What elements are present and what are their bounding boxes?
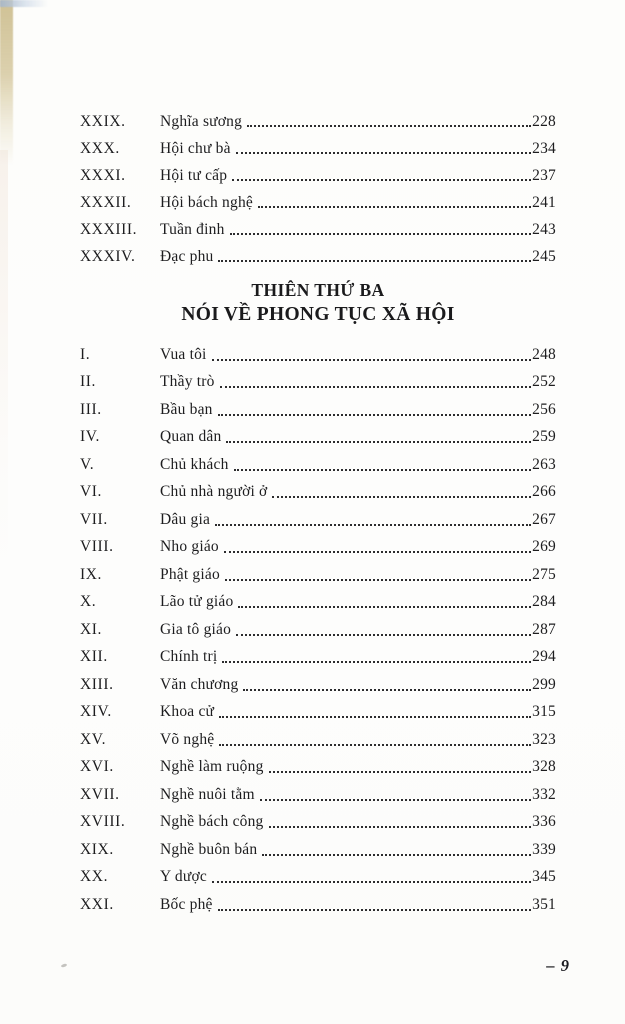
toc-entry-numeral: XVII. xyxy=(80,785,120,803)
toc-section-three-entries xyxy=(80,341,556,919)
toc-dot-leader xyxy=(234,135,532,162)
toc-entry xyxy=(80,836,556,864)
toc-entry-title: Bốc phệ xyxy=(160,895,213,913)
toc-dot-leader xyxy=(210,864,532,892)
toc-entry-numeral: XI. xyxy=(80,620,103,638)
toc-entry xyxy=(80,781,556,809)
toc-entry-title: Nghề nuôi tằm xyxy=(160,785,255,803)
toc-entry-title: Tuần đinh xyxy=(160,220,225,238)
toc-entry xyxy=(80,589,556,617)
toc-entry xyxy=(80,891,556,919)
toc-entry xyxy=(80,189,556,216)
toc-dot-leader xyxy=(234,616,532,644)
toc-entry-numeral: XXI. xyxy=(80,895,114,913)
toc-entry-title: Gia tô giáo xyxy=(160,620,232,638)
toc-entry-page-number: 294 xyxy=(532,648,556,666)
toc-dot-leader xyxy=(241,671,532,699)
toc-entry xyxy=(80,506,556,534)
toc-entry-page-number: 256 xyxy=(532,400,556,418)
toc-entry-page-number: 241 xyxy=(532,193,556,211)
toc-dot-leader xyxy=(260,836,532,864)
toc-entry-numeral: II. xyxy=(80,373,96,391)
toc-entry-numeral: XVIII. xyxy=(80,813,126,831)
toc-entry-numeral: XXXIII. xyxy=(80,220,138,238)
toc-dot-leader xyxy=(210,341,533,369)
toc-entry-page-number: 243 xyxy=(532,220,556,238)
toc-dot-leader xyxy=(218,369,533,397)
toc-dot-leader xyxy=(224,424,532,452)
toc-entry-page-number: 336 xyxy=(532,813,556,831)
toc-dot-leader xyxy=(232,451,533,479)
toc-entry xyxy=(80,341,556,369)
toc-dot-leader xyxy=(236,589,532,617)
toc-entry-title: Chính trị xyxy=(160,648,218,666)
toc-entry-title: Chủ nhà người ở xyxy=(160,483,268,501)
toc-dot-leader xyxy=(245,108,532,135)
toc-entry-numeral: III. xyxy=(80,400,102,418)
page-edge-fade xyxy=(0,150,8,570)
toc-entry-page-number: 263 xyxy=(532,455,556,473)
toc-dot-leader xyxy=(220,644,532,672)
page-edge-tan-strip xyxy=(0,0,13,165)
toc-entry-page-number: 228 xyxy=(532,112,556,130)
toc-entry xyxy=(80,369,556,397)
toc-entry xyxy=(80,754,556,782)
scan-speck xyxy=(61,963,68,968)
toc-dot-leader xyxy=(256,189,532,216)
toc-entry-title: Khoa cử xyxy=(160,703,215,721)
section-heading-part-label: THIÊN THỨ BA xyxy=(251,280,385,300)
toc-entry-title: Đạc phu xyxy=(160,247,214,265)
toc-entry-page-number: 287 xyxy=(532,620,556,638)
toc-entry-title: Võ nghệ xyxy=(160,730,215,748)
toc-dot-leader xyxy=(217,726,532,754)
toc-entry xyxy=(80,479,556,507)
toc-entry-page-number: 351 xyxy=(532,895,556,913)
toc-entry-numeral: XXX. xyxy=(80,139,120,157)
toc-entry-title: Chủ khách xyxy=(160,455,229,473)
toc-dot-leader xyxy=(213,506,532,534)
toc-entry-title: Hội tư cấp xyxy=(160,166,228,184)
toc-entry xyxy=(80,243,556,270)
toc-entry-numeral: IV. xyxy=(80,428,101,446)
toc-entry-numeral: V. xyxy=(80,455,95,473)
toc-entry-page-number: 328 xyxy=(532,758,556,776)
toc-dot-leader xyxy=(216,243,532,270)
toc-entry xyxy=(80,726,556,754)
toc-entry-page-number: 339 xyxy=(532,840,556,858)
toc-entry-page-number: 284 xyxy=(532,593,556,611)
toc-entry-title: Vua tôi xyxy=(160,345,207,363)
toc-entry-numeral: I. xyxy=(80,345,91,363)
toc-entry-numeral: XXXI. xyxy=(80,166,126,184)
toc-dot-leader xyxy=(267,809,533,837)
toc-entry-page-number: 267 xyxy=(532,510,556,528)
toc-entry-numeral: XIX. xyxy=(80,840,114,858)
toc-entry-numeral: VI. xyxy=(80,483,103,501)
toc-entry-page-number: 259 xyxy=(532,428,556,446)
toc-entry-page-number: 237 xyxy=(532,166,556,184)
toc-dot-leader xyxy=(217,699,532,727)
toc-entry-title: Văn chương xyxy=(160,675,239,693)
toc-entry xyxy=(80,534,556,562)
toc-entry-numeral: XIV. xyxy=(80,703,112,721)
toc-entry-page-number: 269 xyxy=(532,538,556,556)
toc-entry xyxy=(80,616,556,644)
toc-entry-numeral: VIII. xyxy=(80,538,114,556)
section-heading xyxy=(80,279,556,328)
toc-entry xyxy=(80,644,556,672)
toc-entry-title: Bầu bạn xyxy=(160,400,213,418)
toc-entry-title: Hội chư bà xyxy=(160,139,231,157)
toc-entry-page-number: 234 xyxy=(532,139,556,157)
toc-entry-page-number: 323 xyxy=(532,730,556,748)
toc-entry xyxy=(80,864,556,892)
toc-dot-leader xyxy=(216,396,533,424)
toc-entry-numeral: XXXIV. xyxy=(80,247,136,265)
toc-entry-title: Phật giáo xyxy=(160,565,220,583)
toc-entry-numeral: VII. xyxy=(80,510,108,528)
toc-entry-page-number: 315 xyxy=(532,703,556,721)
toc-entry-page-number: 245 xyxy=(532,247,556,265)
toc-entry-title: Quan dân xyxy=(160,428,222,446)
toc-entry-numeral: XX. xyxy=(80,868,109,886)
toc-entry-title: Nghề làm ruộng xyxy=(160,758,264,776)
toc-dot-leader xyxy=(222,534,532,562)
toc-entry-page-number: 248 xyxy=(532,345,556,363)
toc-entry-title: Thầy trò xyxy=(160,373,215,391)
toc-entry-page-number: 299 xyxy=(532,675,556,693)
toc-entry-numeral: XII. xyxy=(80,648,108,666)
toc-entry xyxy=(80,671,556,699)
toc-dot-leader xyxy=(270,479,532,507)
toc-entry-numeral: XXXII. xyxy=(80,193,132,211)
toc-entry xyxy=(80,216,556,243)
toc-entry-numeral: XVI. xyxy=(80,758,114,776)
toc-entry-numeral: X. xyxy=(80,593,97,611)
toc-dot-leader xyxy=(228,216,533,243)
toc-dot-leader xyxy=(223,561,532,589)
page-folio-number: – 9 xyxy=(546,956,570,975)
toc-entry-title: Nghề bách công xyxy=(160,813,264,831)
toc-dot-leader xyxy=(216,891,533,919)
toc-entry-numeral: XIII. xyxy=(80,675,114,693)
toc-entry-page-number: 266 xyxy=(532,483,556,501)
toc-entry-page-number: 275 xyxy=(532,565,556,583)
toc-entry-title: Nho giáo xyxy=(160,538,219,556)
toc-entry-title: Nghĩa sương xyxy=(160,112,243,130)
toc-entry xyxy=(80,135,556,162)
toc-entry-title: Dâu gia xyxy=(160,510,211,528)
toc-section-previous-entries xyxy=(80,108,556,270)
toc-entry-page-number: 252 xyxy=(532,373,556,391)
toc-entry xyxy=(80,561,556,589)
toc-entry xyxy=(80,809,556,837)
toc-entry xyxy=(80,451,556,479)
toc-entry-page-number: 332 xyxy=(532,785,556,803)
toc-entry-numeral: IX. xyxy=(80,565,103,583)
toc-entry xyxy=(80,108,556,135)
section-heading-title: NÓI VỀ PHONG TỤC XÃ HỘI xyxy=(181,304,455,325)
toc-dot-leader xyxy=(230,162,532,189)
toc-entry-title: Hội bách nghệ xyxy=(160,193,253,211)
toc-entry-title: Nghề buôn bán xyxy=(160,840,258,858)
toc-entry-numeral: XXIX. xyxy=(80,112,126,130)
toc-entry xyxy=(80,424,556,452)
toc-dot-leader xyxy=(267,754,533,782)
scan-corner-artifact xyxy=(0,0,48,7)
toc-entry xyxy=(80,162,556,189)
toc-dot-leader xyxy=(258,781,532,809)
toc-entry xyxy=(80,396,556,424)
toc-entry-title: Y dược xyxy=(160,868,207,886)
toc-entry-title: Lão tử giáo xyxy=(160,593,234,611)
toc-entry xyxy=(80,699,556,727)
toc-entry-page-number: 345 xyxy=(532,868,556,886)
toc-entry-numeral: XV. xyxy=(80,730,107,748)
